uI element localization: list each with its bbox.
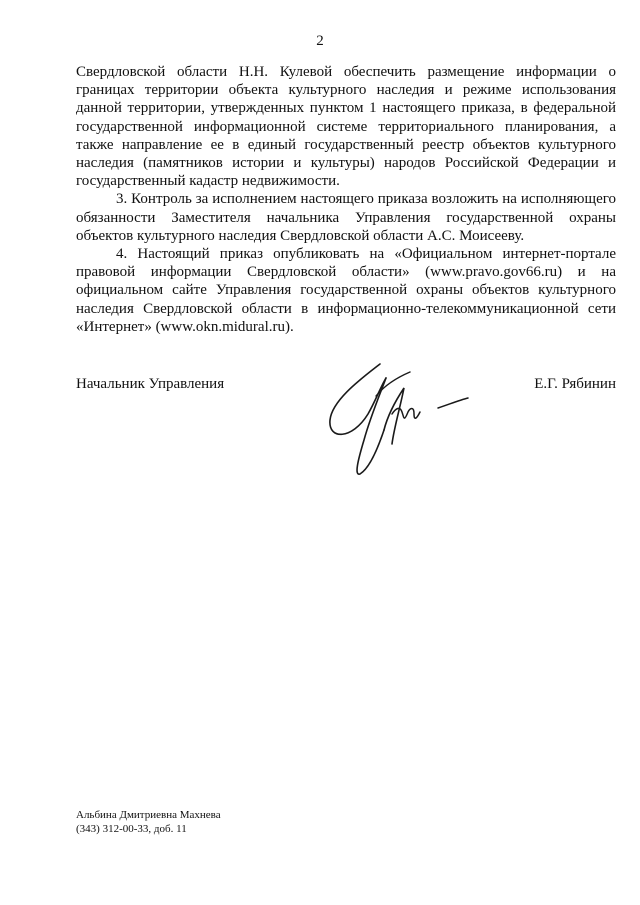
executor-phone: (343) 312-00-33, доб. 11 [76,823,187,835]
paragraph-item-4: 4. Настоящий приказ опубликовать на «Официальном интернет-портале правовой информации Свердловской области» (www.pravo.gov66.ru) и на официальном сайте Управления государственной охраны объектов культурного наследия Свердловской области в информационно-телекоммуникационной сети «Интернет» (www.okn.midural.ru). [76,246,616,335]
handwritten-signature [318,348,478,488]
page-number: 2 [316,33,324,49]
executor-name: Альбина Дмитриевна Махнева [76,809,221,821]
paragraph-item-3: 3. Контроль за исполнением настоящего приказа возложить на исполняющего обязанности Заместителя начальника Управления государственной охраны объектов культурного наследия Свердловской области А.С. Моисееву. [76,191,616,244]
signatory-title: Начальник Управления [76,376,225,392]
document-body [76,63,616,336]
signatory-name: Е.Г. Рябинин [534,376,616,392]
executor-footer [76,808,221,836]
paragraph-continuation: Свердловской области Н.Н. Кулевой обеспечить размещение информации о границах территории объекта культурного наследия и режиме использования данной территории, утвержденных пунктом 1 настоящего приказа, в федеральной государственной информационной системе территориального планирования, а также направление ее в единый государственный реестр объектов культурного наследия (памятников истории и культуры) народов Российской Федерации и государственный кадастр недвижимости. [76,64,616,190]
